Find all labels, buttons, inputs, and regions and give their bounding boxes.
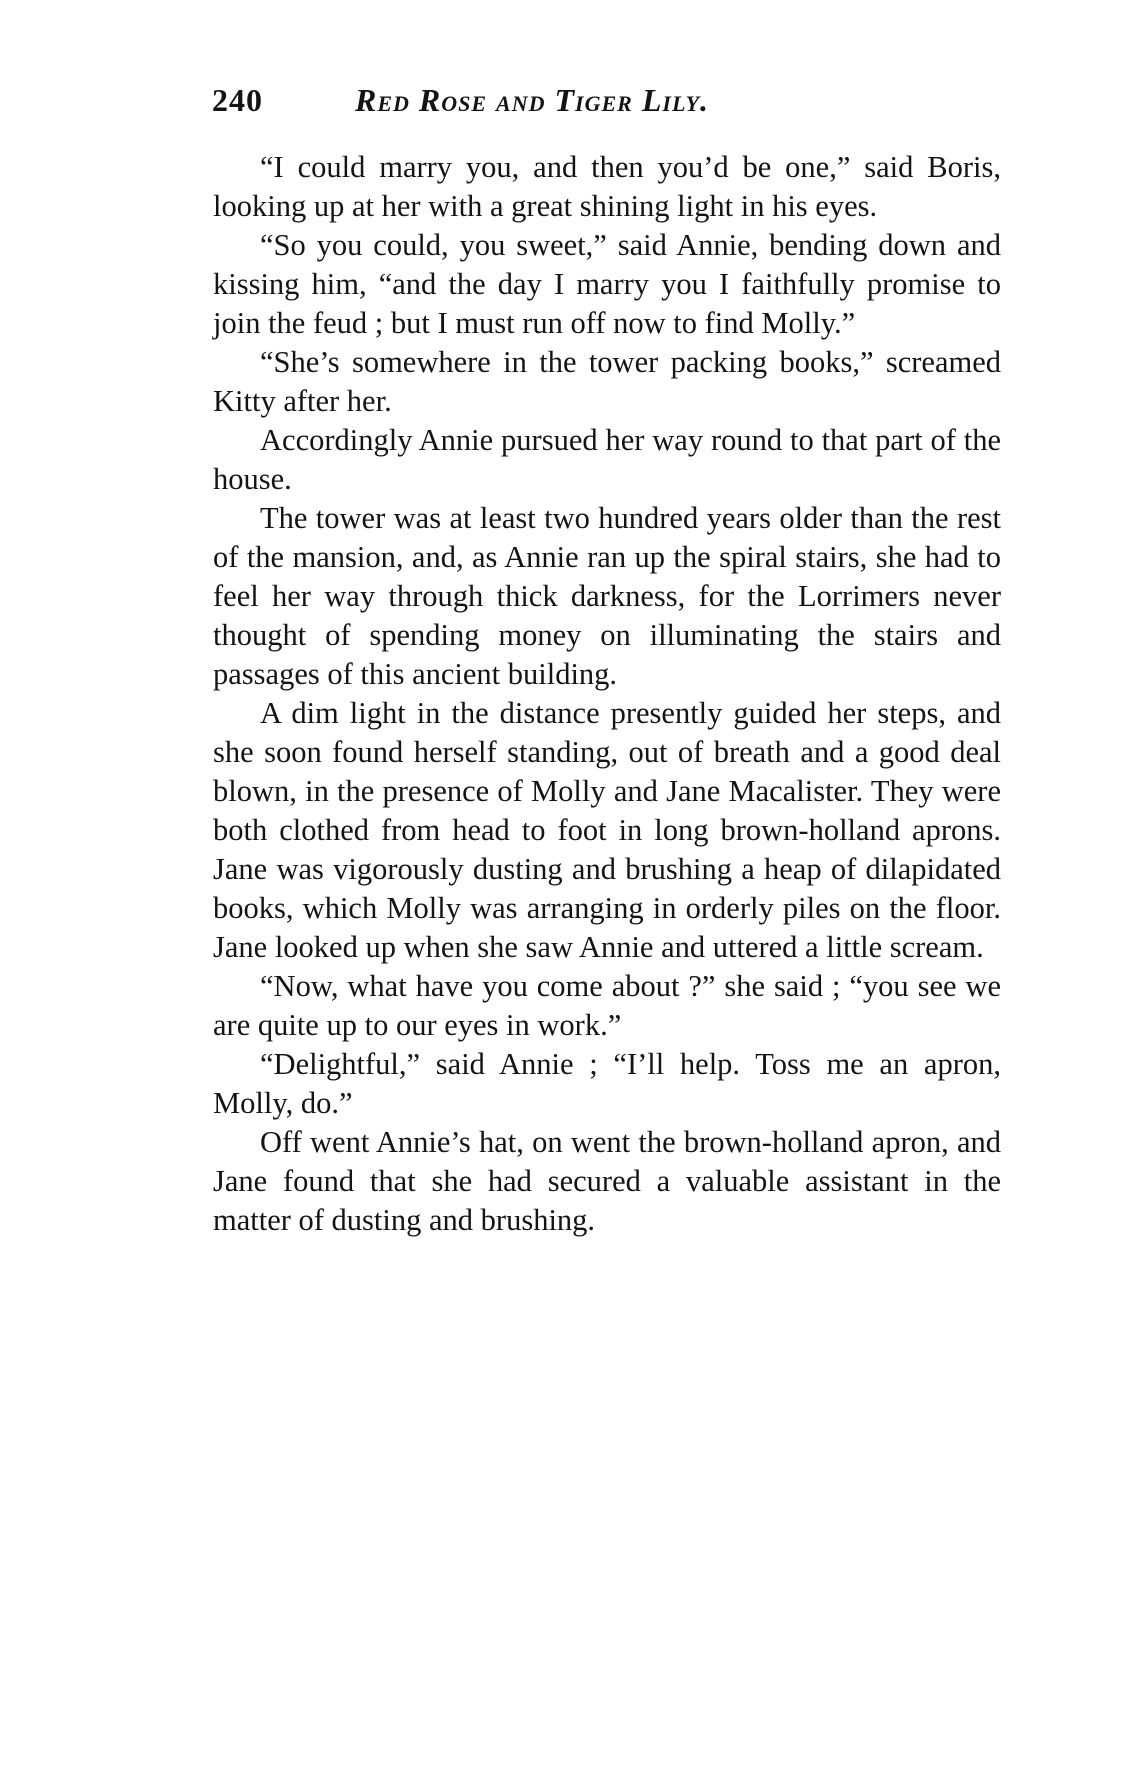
paragraph-3: “She’s somewhere in the tower packing books,” screamed Kitty after her. <box>213 345 1001 418</box>
paragraph-1: “I could marry you, and then you’d be one,” said Boris, looking up at her with a great shining light in his eyes. <box>213 150 1001 223</box>
body-text <box>213 148 1001 1240</box>
running-head <box>212 78 1002 122</box>
paragraph-8: “Delightful,” said Annie ; “I’ll help. Toss me an apron, Molly, do.” <box>213 1047 1001 1120</box>
paragraph-9: Off went Annie’s hat, on went the brown-holland apron, and Jane found that she had secured a valuable assistant in the matter of dusting and brushing. <box>213 1125 1001 1237</box>
running-title: Red Rose and Tiger Lily. <box>355 82 710 118</box>
paragraph-2: “So you could, you sweet,” said Annie, bending down and kissing him, “and the day I marry you I faithfully promise to join the feud ; but I must run off now to find Molly.” <box>213 228 1001 340</box>
paragraph-7: “Now, what have you come about ?” she said ; “you see we are quite up to our eyes in work.” <box>213 969 1001 1042</box>
paragraph-4: Accordingly Annie pursued her way round to that part of the house. <box>213 423 1001 496</box>
paragraph-5: The tower was at least two hundred years older than the rest of the mansion, and, as Annie ran up the spiral stairs, she had to feel her way through thick darkness, for the Lorrimers never thought of spending money on illuminating the stairs and passages of this ancient building. <box>213 501 1001 691</box>
paragraph-6: A dim light in the distance presently guided her steps, and she soon found herself standing, out of breath and a good deal blown, in the presence of Molly and Jane Macalister. They were both clothed from head to foot in long brown-holland aprons. Jane was vigorously dusting and brushing a heap of dilapidated books, which Molly was arranging in orderly piles on the floor. Jane looked up when she saw Annie and uttered a little scream. <box>213 696 1001 964</box>
page-number: 240 <box>212 82 263 118</box>
